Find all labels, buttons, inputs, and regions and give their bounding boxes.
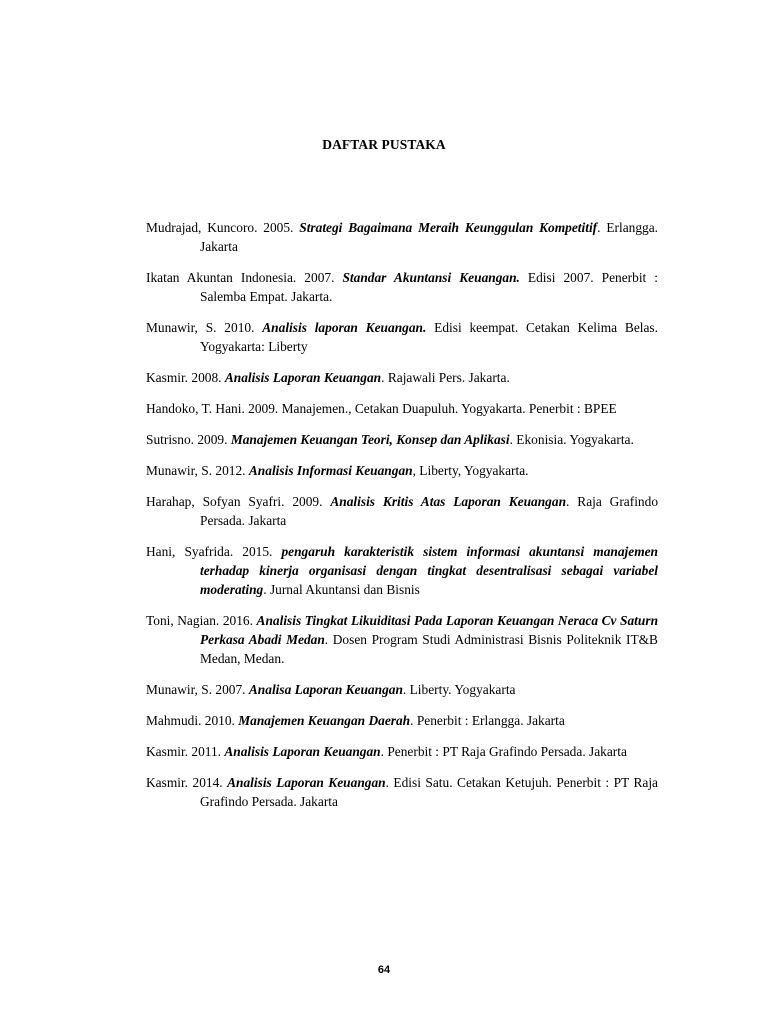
reference-title: Analisis Informasi Keuangan (248, 463, 413, 478)
reference-title: Analisis Laporan Keuangan (224, 370, 382, 385)
reference-author-year: Kasmir. 2008. (146, 370, 225, 385)
page-number: 64 (377, 964, 391, 976)
reference-author-year: Hani, Syafrida. 2015. (146, 544, 282, 559)
reference-item (146, 430, 658, 449)
reference-publisher: . Dosen Program Studi Administrasi Bisnis Politeknik IT&B Medan, Medan. (200, 632, 658, 666)
reference-author-year: Sutrisno. 2009. (146, 432, 231, 447)
reference-title: Analisis Laporan Keuangan (224, 744, 381, 759)
reference-author-year: Kasmir. 2014. (146, 775, 228, 790)
reference-publisher: . Erlangga. Jakarta (200, 220, 659, 254)
reference-author-year: Toni, Nagian. 2016. (146, 613, 257, 628)
page-title: DAFTAR PUSTAKA (322, 137, 446, 152)
reference-title: Analisis Laporan Keuangan (227, 775, 386, 790)
reference-title: Analisis laporan Keuangan. (262, 320, 427, 335)
reference-publisher: . Ekonisia. Yogyakarta. (509, 432, 634, 447)
reference-title: Manajemen Keuangan Daerah (238, 713, 411, 728)
reference-publisher: . Penerbit : Erlangga. Jakarta (410, 713, 565, 728)
reference-list (146, 218, 658, 823)
reference-item (146, 492, 658, 530)
reference-title: Analisa Laporan Keuangan (248, 682, 403, 697)
reference-author-year: Munawir, S. 2012. (146, 463, 249, 478)
reference-item (146, 399, 658, 418)
reference-item (146, 542, 658, 599)
reference-item (146, 680, 658, 699)
reference-title: Analisis Tingkat Likuiditasi Pada Laporan Keuangan Neraca Cv Saturn Perkasa Abadi Medan (200, 613, 659, 647)
reference-item (146, 218, 658, 256)
reference-title: Strategi Bagaimana Meraih Keunggulan Kompetitif (299, 220, 598, 235)
reference-item (146, 368, 658, 387)
reference-item (146, 318, 658, 356)
reference-publisher: , Liberty, Yogyakarta. (412, 463, 529, 478)
reference-author-year: Handoko, T. Hani. 2009. Manajemen., Cetakan Duapuluh. Yogyakarta. Penerbit : BPEE (146, 401, 617, 416)
reference-author-year: Munawir, S. 2010. (146, 320, 263, 335)
reference-author-year: Mahmudi. 2010. (146, 713, 239, 728)
reference-publisher: . Raja Grafindo Persada. Jakarta (200, 494, 659, 528)
reference-publisher: . Edisi Satu. Cetakan Ketujuh. Penerbit : PT Raja Grafindo Persada. Jakarta (200, 775, 658, 809)
reference-publisher: . Penerbit : PT Raja Grafindo Persada. Jakarta (380, 744, 627, 759)
reference-author-year: Mudrajad, Kuncoro. 2005. (146, 220, 300, 235)
reference-publisher: Edisi 2007. Penerbit : Salemba Empat. Jakarta. (200, 270, 658, 304)
reference-publisher: . Liberty. Yogyakarta (402, 682, 516, 697)
reference-title: Standar Akuntansi Keuangan. (342, 270, 520, 285)
reference-item (146, 611, 658, 668)
reference-item (146, 711, 658, 730)
reference-author-year: Kasmir. 2011. (146, 744, 225, 759)
reference-publisher: Edisi keempat. Cetakan Kelima Belas. Yogyakarta: Liberty (200, 320, 658, 354)
reference-title: pengaruh karakteristik sistem informasi akuntansi manajemen terhadap kinerja organisasi dengan tingkat desentralisasi sebagai variabel moderating (200, 544, 658, 597)
reference-author-year: Munawir, S. 2007. (146, 682, 249, 697)
reference-item (146, 268, 658, 306)
reference-item (146, 461, 658, 480)
reference-item (146, 773, 658, 811)
reference-author-year: Harahap, Sofyan Syafri. 2009. (146, 494, 331, 509)
reference-title: Manajemen Keuangan Teori, Konsep dan Aplikasi (230, 432, 510, 447)
reference-title: Analisis Kritis Atas Laporan Keuangan (330, 494, 567, 509)
reference-publisher: . Rajawali Pers. Jakarta. (381, 370, 510, 385)
reference-publisher: . Jurnal Akuntansi dan Bisnis (263, 582, 420, 597)
reference-author-year: Ikatan Akuntan Indonesia. 2007. (146, 270, 343, 285)
reference-item (146, 742, 658, 761)
